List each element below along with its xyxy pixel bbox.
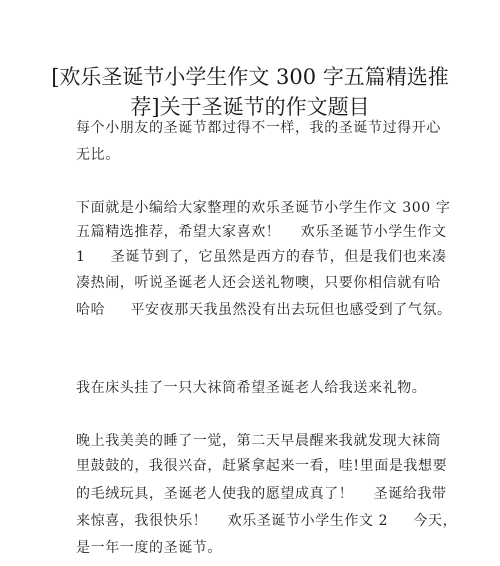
body-text-line: 晚上我美美的睡了一觉，第二天早晨醒来我就发现大袜筒 [76,433,441,449]
body-text-line: 是一年一度的圣诞节。 [76,540,222,556]
body-text-line: 无比。 [76,147,120,163]
document-title-line-1: [欢乐圣诞节小学生作文 300 字五篇精选推 [51,65,449,89]
document-title-line-2: 荐]关于圣诞节的作文题目 [130,95,370,119]
body-text-line: 里鼓鼓的，我很兴奋，赶紧拿起来一看，哇!里面是我想要 [76,458,448,474]
body-text-line: 下面就是小编给大家整理的欢乐圣诞节小学生作文 300 字 [76,200,451,216]
body-text-line: 凑热闹，听说圣诞老人还会送礼物噢，只要你相信就有哈 [76,275,441,291]
body-text-line: 五篇精选推荐，希望大家喜欢！ 欢乐圣诞节小学生作文 [76,224,447,240]
body-text-line: 每个小朋友的圣诞节都过得不一样，我的圣诞节过得开心 [76,120,441,136]
body-text-line: 我在床头挂了一只大袜筒希望圣诞老人给我送来礼物。 [76,380,427,396]
body-text-line: 的毛绒玩具，圣诞老人使我的愿望成真了！ 圣诞给我带 [76,486,447,502]
body-text-line: 来惊喜，我很快乐！ 欢乐圣诞节小学生作文 2 今天， [76,513,458,529]
body-text-line: 哈哈 平安夜那天我虽然没有出去玩但也感受到了气氛。 [76,302,452,318]
body-text-line: 1 圣诞节到了，它虽然是西方的春节，但是我们也来凑 [76,249,447,265]
